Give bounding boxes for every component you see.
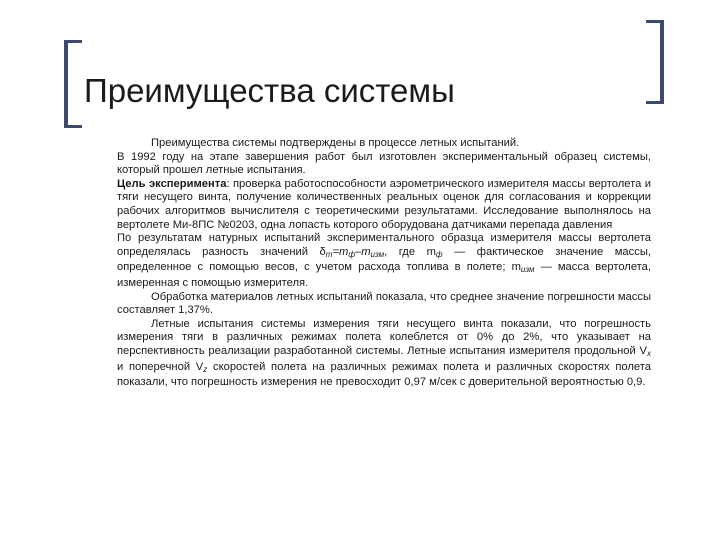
delta-subscript: m (325, 249, 333, 259)
right-bracket-bottom-decoration (646, 101, 664, 104)
thrust-text-a: Летные испытания системы измерения тяги несущего винта показали, что погрешность измерения тяги в различных режимах полета колеблется от 0% до 2%, что указывает на перспективность реализации разработанной системы. Летные испытания измерителя продольной V (117, 317, 651, 357)
left-bracket-decoration (64, 40, 68, 128)
minus-m: –m (355, 245, 371, 258)
izm-subscript-1: изм (370, 249, 385, 259)
results-text-b: , где m (384, 245, 436, 258)
left-bracket-top-decoration (64, 40, 82, 43)
paragraph-mass-error: Обработка материалов летных испытаний показала, что среднее значение погрешности массы составляет 1,37%. (117, 290, 651, 317)
left-bracket-bottom-decoration (64, 125, 82, 128)
equals-m: =m (332, 245, 349, 258)
goal-label: Цель эксперимента (117, 177, 227, 190)
results-text-d: — масса вертолета, измеренная с помощью измерителя. (117, 261, 651, 289)
f-subscript-1: ф (348, 249, 355, 259)
vz-subscript: z (203, 364, 208, 374)
izm-subscript-2: изм (520, 265, 535, 275)
slide-body (117, 137, 651, 390)
paragraph-goal (117, 178, 651, 232)
thrust-text-b: и поперечной V (117, 360, 204, 373)
paragraph-results (117, 232, 651, 290)
paragraph-1992: В 1992 году на этапе завершения работ был изготовлен экспериментальный образец системы, который прошел летные испытания. (117, 150, 651, 177)
results-text-a: По результатам натурных испытаний экспериментального образца измерителя массы вертолета определялась разность значений δ (117, 232, 651, 258)
slide-title: Преимущества системы (84, 72, 455, 109)
paragraph-thrust (117, 318, 651, 390)
f-subscript-2: ф (435, 249, 443, 259)
vx-subscript: x (647, 348, 651, 358)
right-bracket-top-decoration (646, 20, 664, 23)
thrust-text-c: скоростей полета на различных режимах полета и различных скоростях полета показали, что погрешность измерения не превосходит 0,97 м/сек с доверительной вероятностью 0,9. (117, 360, 651, 389)
results-text-c: — фактическое значение массы, определенное с помощью весов, с учетом расхода топлива в полете; m (117, 245, 651, 274)
goal-text: : проверка работоспособности аэрометрического измерителя массы вертолета и тяги несущего винта, получение количественных реальных оценок для согласования и коррекции рабочих алгоритмов вычислителя с теоретическими результатами. Исследование выполнялось на вертолете Ми-8ПС №0203, одна лопасть которого оборудована датчиками перепада давления (117, 177, 651, 231)
right-bracket-decoration (660, 20, 664, 104)
paragraph-intro: Преимущества системы подтверждены в процессе летных испытаний. (151, 137, 520, 149)
